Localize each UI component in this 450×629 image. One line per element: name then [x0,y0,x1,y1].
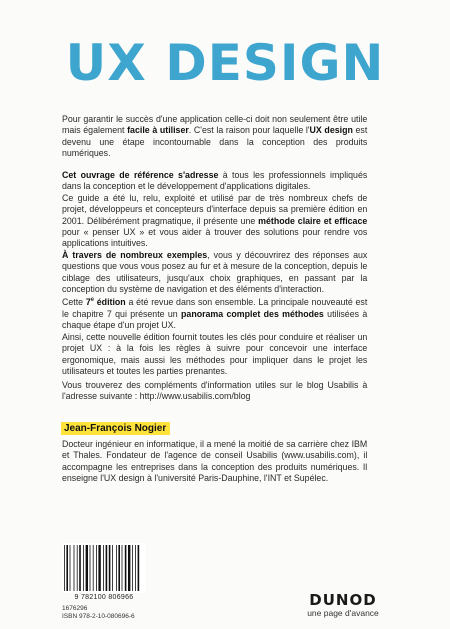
edition-paragraph: Cette 7e édition a été revue dans son ensemble. La principale nouveauté est le chapitre 7 qui présente un panorama complet des méthodes utilisées à chaque étape d'un projet UX. [62,297,368,331]
summary-paragraph: Ainsi, cette nouvelle édition fournit toutes les clés pour conduire et réaliser un projet UX : à la fois les règles à suivre pour concevoir une interface ergonomique, mais aussi les méthodes pour impliquer dans le projet les utilisateurs et toutes les parties prenantes. [62,331,368,376]
author-name: Jean-François Nogier [61,422,170,435]
barcode-number: 9 782100 806966 [74,594,134,601]
blog-paragraph: Vous trouverez des compléments d'information utiles sur le blog Usabilis à l'adresse suivante : http://www.usabilis.com/blog [62,380,368,402]
isbn-block [62,605,135,621]
publisher-name: DUNOD [309,591,377,609]
publisher-tagline: une page d'avance [307,608,379,618]
intro-paragraph: Pour garantir le succès d'une application celle-ci doit non seulement être utile mais également facile à utiliser. C'est la raison pour laquelle l'UX design est devenu une étape incontournable dans la conception des produits numériques. [62,114,368,159]
method-paragraph: Ce guide a été lu, relu, exploité et utilisé par de très nombreux chefs de projet, développeurs et concepteurs d'interface depuis sa première édition en 2001. Délibérément pragmatique, il présente une méthode claire et efficace pour « penser UX » et vous aider à trouver des solutions pour rendre vos applications intuitives. [62,192,368,249]
author-block [62,418,380,485]
description-section [62,170,367,377]
publisher-logo [297,593,389,618]
examples-paragraph: À travers de nombreux exemples, vous y découvrirez des réponses aux questions que vous vous posez au fur et à mesure de la conception, depuis le ciblage des utilisateurs, jusqu'aux choix graphiques, en passant par la conception du système de navigation et des éléments d'interaction. [62,249,368,295]
isbn-code: ISBN 978-2-10-080696-6 [62,613,135,620]
author-bio: Docteur ingénieur en informatique, il a mené la moitié de sa carrière chez IBM et Thales. Fondateur de l'agence de conseil Usabilis (www.usabilis.com), il accompagne les entreprises dans la conception des produits numériques. Il enseigne l'UX design à l'université Paris-Dauphine, l'INT et Supélec. [62,439,368,484]
barcode [62,543,146,593]
book-title: UX DESIGN [65,34,385,92]
reference-code: 1676296 [62,605,88,612]
audience-paragraph: Cet ouvrage de référence s'adresse à tous les professionnels impliqués dans la conception et le développement d'applications digitales. [62,170,368,192]
